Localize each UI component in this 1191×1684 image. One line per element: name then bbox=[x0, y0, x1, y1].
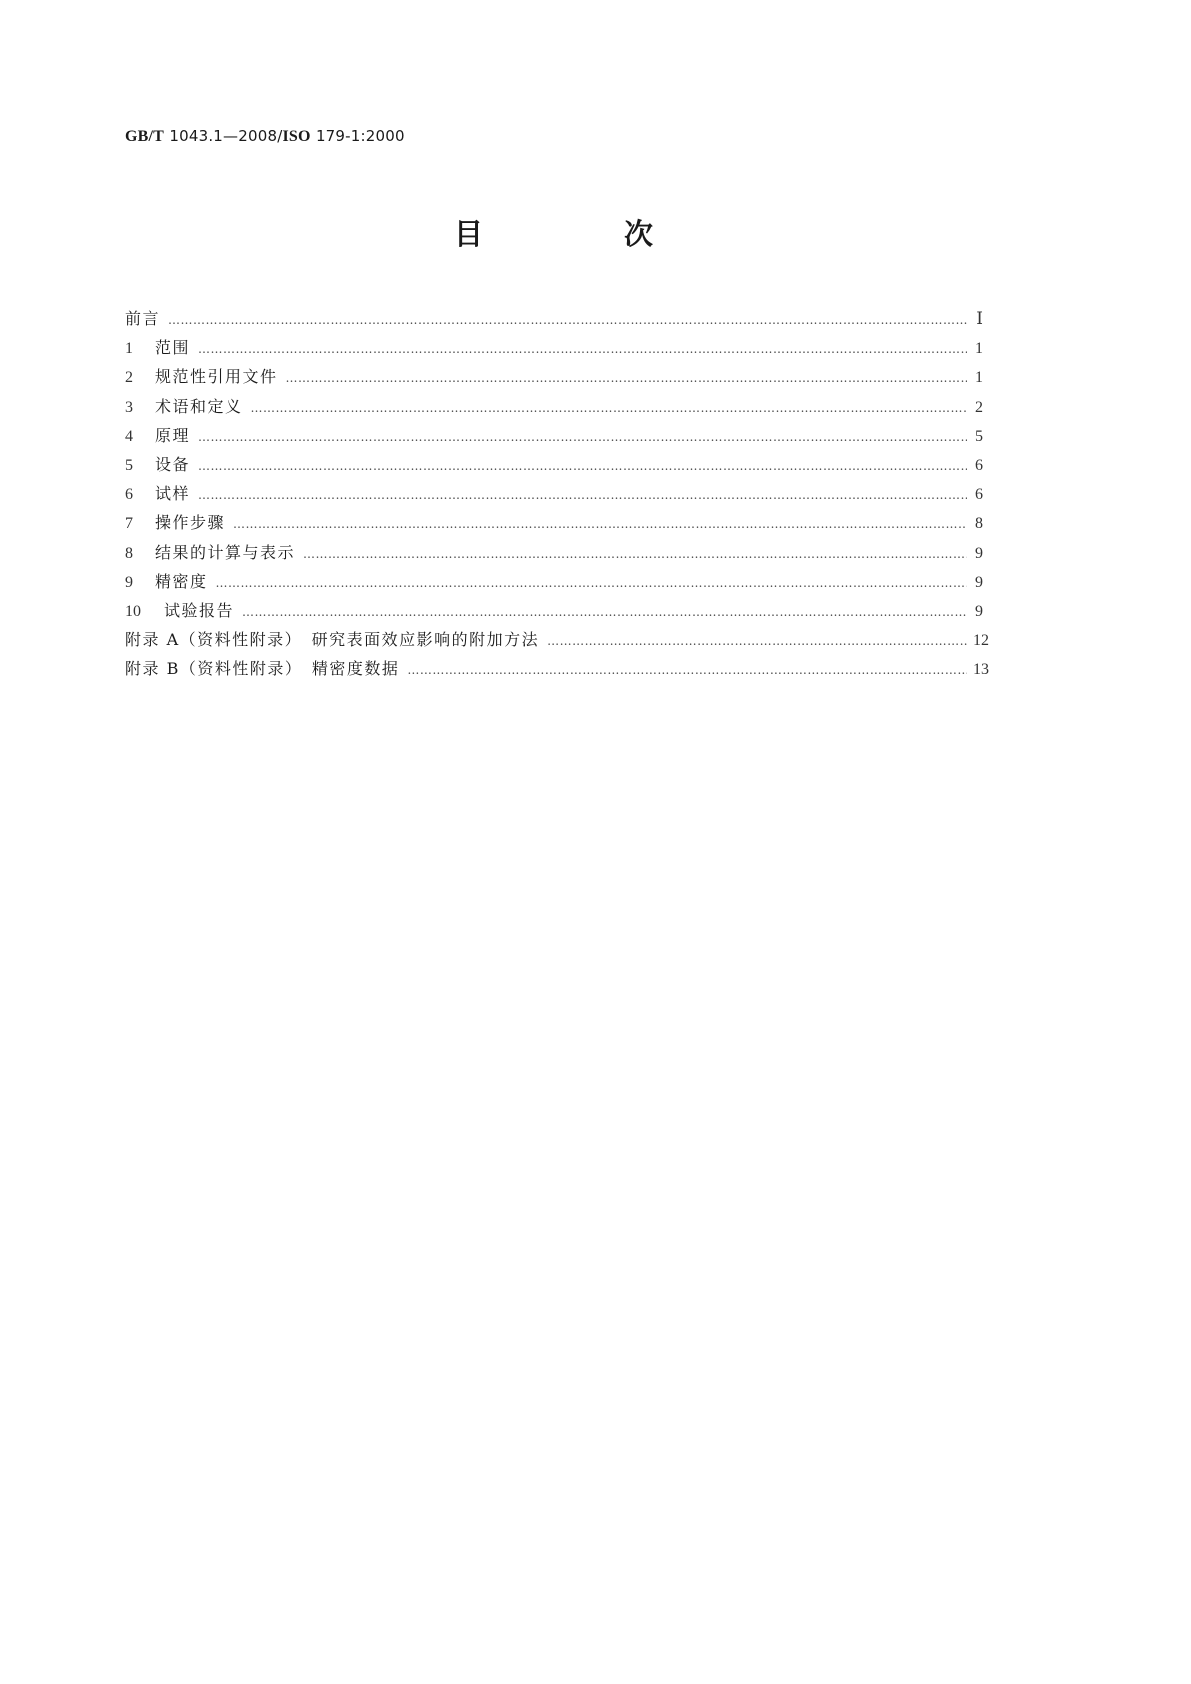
iso-number: 179-1:2000 bbox=[315, 127, 405, 145]
toc-entry-scope[interactable] bbox=[125, 333, 983, 362]
toc-entry-number: 2 bbox=[125, 369, 133, 387]
toc-entry-principle[interactable] bbox=[125, 421, 983, 450]
toc-entry-test-specimens[interactable] bbox=[125, 479, 983, 508]
standard-number: 1043.1—2008/ bbox=[169, 127, 283, 145]
toc-entry-label: 试验报告 bbox=[164, 600, 235, 620]
toc-entry-number: 8 bbox=[125, 544, 133, 562]
toc-entry-page: 9 bbox=[975, 544, 983, 562]
toc-entry-page: 5 bbox=[975, 427, 983, 445]
toc-entry-page: 6 bbox=[975, 486, 983, 504]
toc-entry-number: 3 bbox=[125, 398, 133, 416]
toc-entry-number: 5 bbox=[125, 456, 133, 474]
toc-entry-label: 结果的计算与表示 bbox=[155, 542, 296, 562]
toc-leader-dots bbox=[198, 481, 967, 510]
toc-leader-dots bbox=[242, 598, 967, 627]
toc-entry-normative-references[interactable] bbox=[125, 362, 983, 391]
toc-leader-dots bbox=[198, 452, 967, 481]
toc-entry-foreword[interactable] bbox=[125, 304, 983, 333]
toc-leader-dots bbox=[198, 335, 967, 364]
toc-entry-label: 规范性引用文件 bbox=[155, 367, 278, 387]
toc-entry-page: 9 bbox=[975, 573, 983, 591]
toc-entry-page: Ⅰ bbox=[976, 309, 983, 328]
toc-entry-page: 8 bbox=[975, 515, 983, 533]
toc-entry-terms-definitions[interactable] bbox=[125, 392, 983, 421]
toc-title: 目 次 bbox=[453, 217, 709, 251]
toc-entry-number: 6 bbox=[125, 486, 133, 504]
standard-code: GB/T bbox=[125, 128, 165, 145]
toc-entry-label: 范围 bbox=[155, 338, 191, 358]
toc-leader-dots bbox=[407, 656, 967, 685]
toc-entry-number: 9 bbox=[125, 573, 133, 591]
toc-leader-dots bbox=[168, 306, 967, 335]
toc-entry-number: 4 bbox=[125, 427, 133, 445]
toc-entry-label: 术语和定义 bbox=[155, 396, 243, 416]
toc-leader-dots bbox=[216, 569, 967, 598]
toc-entry-apparatus[interactable] bbox=[125, 450, 983, 479]
toc-leader-dots bbox=[303, 540, 967, 569]
toc-entry-number: 10 bbox=[125, 602, 141, 620]
toc-leader-dots bbox=[198, 423, 967, 452]
toc-entry-label: 操作步骤 bbox=[155, 513, 226, 533]
toc-entry-page: 13 bbox=[973, 661, 989, 679]
standard-number-header bbox=[125, 126, 405, 146]
toc-entry-page: 1 bbox=[975, 369, 983, 387]
toc-leader-dots bbox=[251, 394, 967, 423]
toc-entry-number: 7 bbox=[125, 515, 133, 533]
toc-entry-label: 附录 B（资料性附录） 精密度数据 bbox=[125, 659, 400, 679]
toc-entry-page: 1 bbox=[975, 340, 983, 358]
toc-leader-dots bbox=[286, 364, 967, 393]
toc-entry-procedure[interactable] bbox=[125, 508, 983, 537]
toc-entry-page: 9 bbox=[975, 602, 983, 620]
toc-entry-label: 附录 A（资料性附录） 研究表面效应影响的附加方法 bbox=[125, 630, 540, 650]
table-of-contents bbox=[125, 304, 989, 683]
toc-entry-page: 2 bbox=[975, 398, 983, 416]
toc-entry-annex-b[interactable] bbox=[125, 654, 989, 683]
toc-entry-page: 12 bbox=[973, 632, 989, 650]
toc-entry-label: 前言 bbox=[125, 309, 161, 328]
toc-entry-page: 6 bbox=[975, 456, 983, 474]
iso-code: ISO bbox=[282, 128, 311, 145]
toc-leader-dots bbox=[547, 627, 967, 656]
toc-entry-label: 原理 bbox=[155, 425, 191, 445]
toc-entry-test-report[interactable] bbox=[125, 596, 983, 625]
toc-entry-label: 设备 bbox=[155, 454, 191, 474]
toc-entry-number: 1 bbox=[125, 340, 133, 358]
toc-entry-precision[interactable] bbox=[125, 567, 983, 596]
toc-entry-annex-a[interactable] bbox=[125, 625, 989, 654]
toc-entry-label: 试样 bbox=[155, 484, 191, 504]
toc-leader-dots bbox=[233, 510, 967, 539]
toc-entry-label: 精密度 bbox=[155, 571, 208, 591]
toc-entry-calculation-expression[interactable] bbox=[125, 538, 983, 567]
